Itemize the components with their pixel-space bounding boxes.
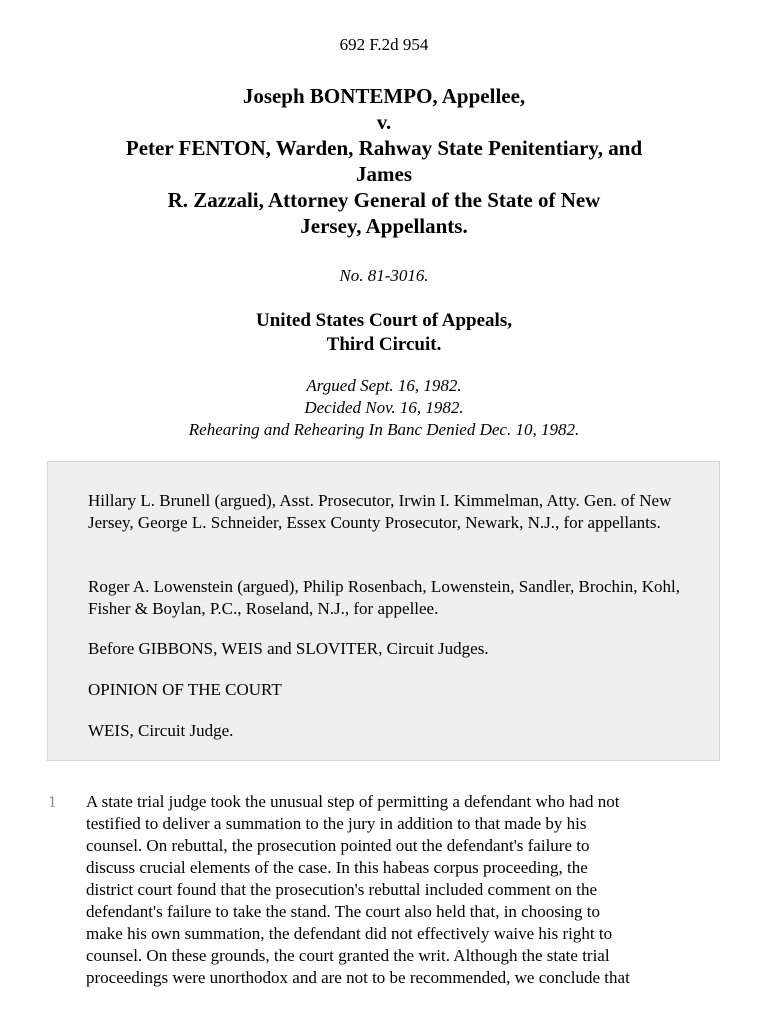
paragraph-line: defendant's failure to take the stand. The court also held that, in choosing to [86, 902, 601, 921]
paragraph-line: counsel. On these grounds, the court granted the writ. Although the state trial [86, 946, 610, 965]
paragraph-line: testified to deliver a summation to the jury in addition to that made by his [86, 814, 587, 833]
decided-date: Decided Nov. 16, 1982. [304, 398, 464, 417]
opinion-author: WEIS, Circuit Judge. [88, 721, 234, 740]
court-name-line: Third Circuit. [326, 334, 442, 355]
case-title-line: v. [376, 110, 392, 134]
paragraph-line: A state trial judge took the unusual step of permitting a defendant who had not [86, 792, 620, 811]
docket-number: No. 81-3016. [339, 266, 429, 285]
paragraph-line: discuss crucial elements of the case. In this habeas corpus proceeding, the [86, 858, 588, 877]
case-citation: 692 F.2d 954 [339, 35, 429, 54]
case-title-line: Joseph BONTEMPO, Appellee, [242, 84, 526, 108]
court-name [0, 309, 768, 357]
paragraph-line: district court found that the prosecution's rebuttal included comment on the [86, 880, 598, 899]
court-name-line: United States Court of Appeals, [256, 310, 512, 331]
opinion-heading: OPINION OF THE COURT [88, 680, 282, 699]
argued-date: Argued Sept. 16, 1982. [306, 376, 462, 395]
paragraph-line: make his own summation, the defendant did not effectively waive his right to [86, 924, 613, 943]
case-dates [0, 375, 768, 441]
case-title-line: Peter FENTON, Warden, Rahway State Penitentiary, and [125, 136, 643, 160]
counsel-appellants: Hillary L. Brunell (argued), Asst. Prosecutor, Irwin I. Kimmelman, Atty. Gen. of New Jersey, George L. Schneider, Essex County Prosecutor, Newark, N.J., for appellants. [88, 491, 672, 532]
paragraph-line: proceedings were unorthodox and are not to be recommended, we conclude that [86, 968, 630, 987]
case-header-box [47, 461, 720, 761]
counsel-appellee: Roger A. Lowenstein (argued), Philip Rosenbach, Lowenstein, Sandler, Brochin, Kohl, Fisher & Boylan, P.C., Roseland, N.J., for appellee. [88, 577, 681, 618]
rehearing-date: Rehearing and Rehearing In Banc Denied Dec. 10, 1982. [188, 420, 580, 439]
case-title-line: R. Zazzali, Attorney General of the State of New [167, 188, 601, 212]
panel-judges: Before GIBBONS, WEIS and SLOVITER, Circuit Judges. [88, 639, 489, 658]
paragraph-line: counsel. On rebuttal, the prosecution pointed out the defendant's failure to [86, 836, 590, 855]
paragraph-number: 1 [48, 792, 57, 811]
case-title-line: Jersey, Appellants. [300, 214, 468, 238]
case-title-line: James [356, 162, 412, 186]
case-title [40, 83, 728, 239]
paragraph-text [86, 791, 736, 989]
